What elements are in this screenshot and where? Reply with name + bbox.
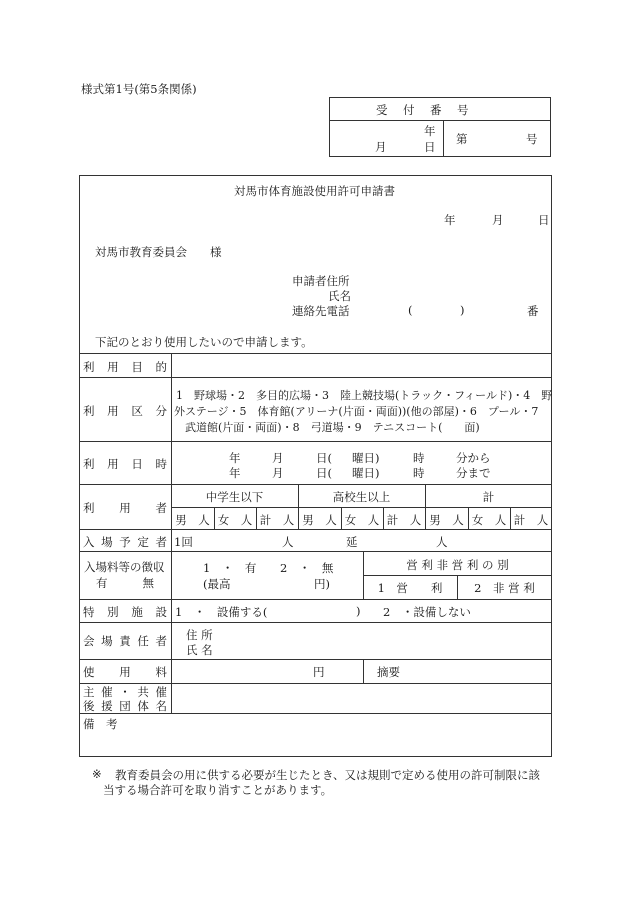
note-line-1: 教育委員会の用に供する必要が生じたとき、又は規則で定める使用の許可制限に該 [115,768,541,782]
users-total-male: 男 人 [429,513,464,527]
receipt-dai: 第 [456,132,468,146]
applicant-name-label: 氏名 [328,289,351,303]
users-junior-female: 女 人 [217,513,253,527]
manager-name-label: 氏 名 [186,643,213,657]
date-day: 日 [538,213,550,227]
expected-hito: 人 [282,535,294,549]
users-total-total: 計 人 [513,513,549,527]
addressee: 対馬市教育委員会 様 [95,245,222,259]
phone-paren-open: ( [408,303,413,317]
users-senior-total: 計 人 [386,513,422,527]
receipt-month: 月 [375,140,387,154]
form-title: 対馬市体育施設使用許可申請書 [234,184,395,198]
users-group-senior: 高校生以上 [332,490,391,504]
note-line-2: 当する場合許可を取り消すことがあります。 [103,783,333,797]
fee-collect-no: 2 ・ 無 [280,561,334,575]
users-group-junior: 中学生以下 [205,490,264,504]
fee-collect-max: (最高 [203,577,231,591]
date-year: 年 [444,213,456,227]
label-fee: 使 用 料 [83,665,167,679]
receipt-go: 号 [526,132,538,146]
fee-collect-yen: 円) [314,577,330,591]
receipt-year: 年 [424,124,436,138]
special-option-1: 1 ・ 設備する( [175,605,268,619]
category-line-3: 武道館(片面・両面)・8 弓道場・9 テニスコート( 面) [185,421,480,434]
label-sponsor: 後 援 団 体 名 [83,699,167,713]
users-total-female: 女 人 [471,513,507,527]
label-manager: 会 場 責 任 者 [83,634,167,648]
profit-option-2: 2 非 営 利 [474,581,535,595]
users-junior-total: 計 人 [259,513,295,527]
category-line-1: 1 野球場・2 多目的広場・3 陸上競技場(トラック・フィールド)・4 野 [176,389,553,402]
phone-ban: 番 [527,304,539,318]
applicant-phone-label: 連絡先電話 [292,304,350,318]
label-purpose: 利 用 目 的 [83,360,167,374]
applicant-address-label: 申請者住所 [292,274,350,288]
users-junior-male: 男 人 [175,513,210,527]
form-number: 様式第1号(第5条関係) [81,82,197,96]
label-users: 利 用 者 [83,501,167,515]
label-fee-collect-yn: 有 無 [96,576,154,590]
users-group-total: 計 [482,490,495,504]
fee-summary-label: 摘要 [377,665,400,679]
receipt-header: 受 付 番 号 [376,103,471,117]
profit-option-1: 1 営 利 [377,581,443,595]
expected-times: 1回 [174,535,193,549]
special-option-2: 2 ・設備しない [383,605,471,619]
label-category: 利 用 区 分 [83,404,167,418]
expected-nobe: 延 [346,535,358,549]
fee-collect-yes: 1 ・ 有 [203,561,257,575]
special-paren-close: ) [356,604,361,618]
users-senior-female: 女 人 [344,513,380,527]
label-special: 特 別 施 設 [83,605,167,619]
receipt-day: 日 [424,140,436,154]
label-remarks: 備 考 [83,717,118,731]
note-mark: ※ [92,767,102,781]
label-organizer: 主 催 ・ 共 催 [83,685,167,699]
category-line-2: 外ステージ・5 体育館(アリーナ(片面・両面))(他の部屋)・6 プール・7 [174,405,539,418]
label-datetime: 利 用 日 時 [83,457,167,471]
users-senior-male: 男 人 [302,513,337,527]
label-fee-collect: 入場料等の徴収 [84,560,165,574]
fee-yen: 円 [313,665,325,679]
expected-hito-total: 人 [436,535,448,549]
intro-text: 下記のとおり使用したいので申請します。 [95,335,313,349]
manager-address-label: 住 所 [186,628,213,642]
profit-header: 営 利 非 営 利 の 別 [406,558,509,572]
label-expected: 入 場 予 定 者 [83,535,167,549]
date-month: 月 [492,213,504,227]
phone-paren-close: ) [460,303,465,317]
